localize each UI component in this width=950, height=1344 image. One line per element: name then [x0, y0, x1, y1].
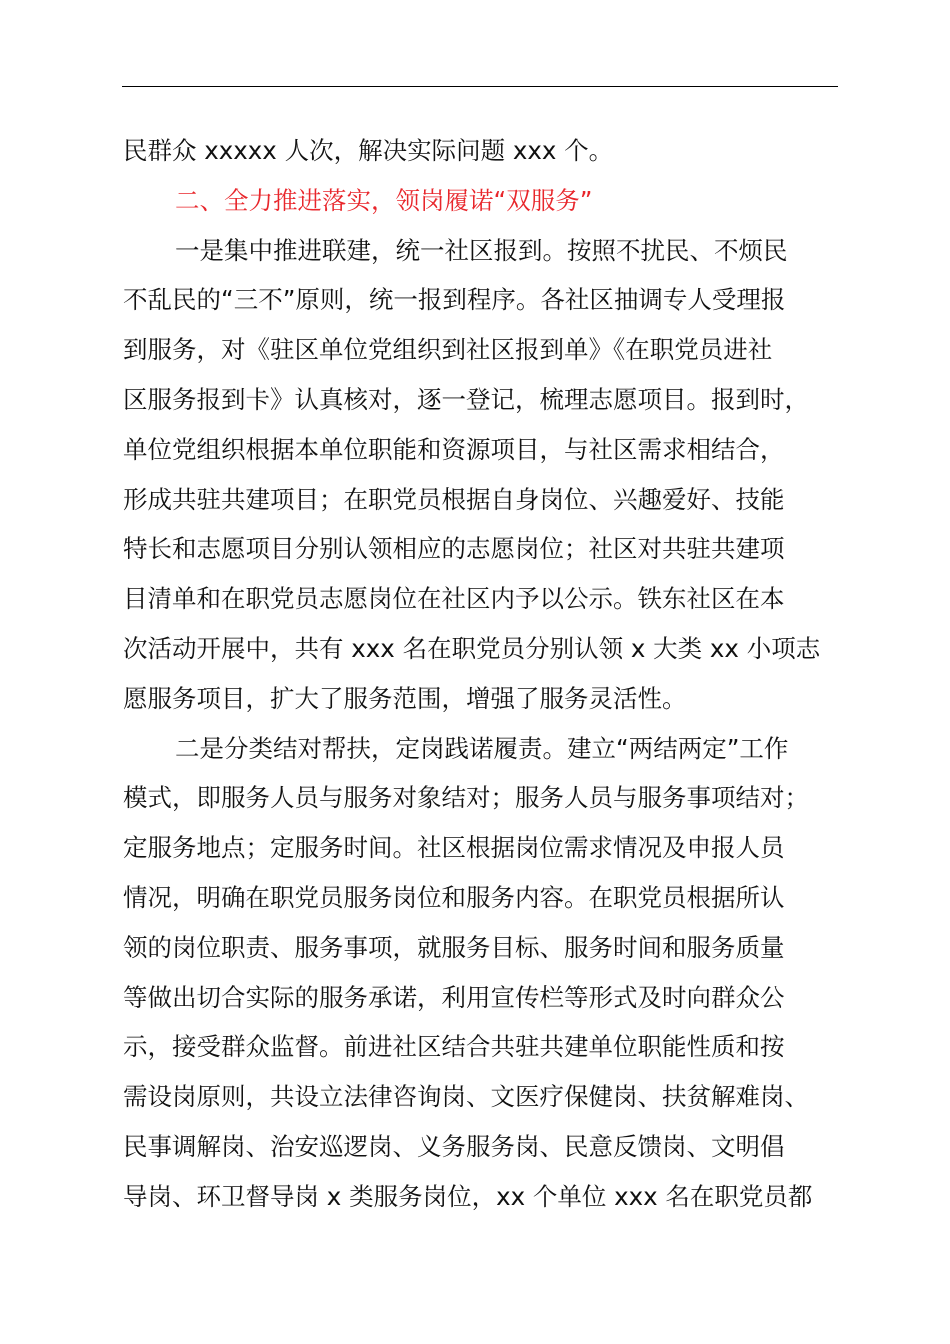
text-line: 民事调解岗、治安巡逻岗、义务服务岗、民意反馈岗、文明倡	[123, 1131, 785, 1161]
text-line: 区服务报到卡》认真核对，逐一登记，梳理志愿项目。报到时，	[123, 384, 809, 414]
paragraph-first-line: 一是集中推进联建，统一社区报到。按照不扰民、不烦民	[175, 235, 788, 265]
document-body	[123, 126, 863, 1222]
text-line: 定服务地点；定服务时间。社区根据岗位需求情况及申报人员	[123, 833, 785, 863]
text-line: 单位党组织根据本单位职能和资源项目，与社区需求相结合，	[123, 434, 785, 464]
text-line: 愿服务项目，扩大了服务范围，增强了服务灵活性。	[123, 683, 687, 713]
text-line: 到服务，对《驻区单位党组织到社区报到单》《在职党员进社	[123, 335, 773, 365]
text-line: 导岗、环卫督导岗 x 类服务岗位，xx 个单位 xxx 名在职党员都	[123, 1181, 813, 1211]
section-heading: 二、全力推进落实，领岗履诺“双服务”	[175, 185, 593, 215]
paragraph-first-line: 二是分类结对帮扶，定岗践诺履责。建立“两结两定”工作	[175, 733, 789, 763]
text-line: 领的岗位职责、服务事项，就服务目标、服务时间和服务质量	[123, 932, 785, 962]
text-line: 需设岗原则，共设立法律咨询岗、文医疗保健岗、扶贫解难岗、	[123, 1082, 809, 1112]
text-line: 特长和志愿项目分别认领相应的志愿岗位；社区对共驻共建项	[123, 534, 785, 564]
text-line: 形成共驻共建项目；在职党员根据自身岗位、兴趣爱好、技能	[123, 484, 785, 514]
text-line: 情况，明确在职党员服务岗位和服务内容。在职党员根据所认	[123, 882, 785, 912]
text-line: 次活动开展中，共有 xxx 名在职党员分别认领 x 大类 xx 小项志	[123, 633, 821, 663]
text-line: 模式，即服务人员与服务对象结对；服务人员与服务事项结对；	[123, 783, 809, 813]
text-line: 等做出切合实际的服务承诺，利用宣传栏等形式及时向群众公	[123, 982, 785, 1012]
text-line: 目清单和在职党员志愿岗位在社区内予以公示。铁东社区在本	[123, 584, 785, 614]
header-rule	[122, 86, 838, 87]
text-line: 不乱民的“三不”原则，统一报到程序。各社区抽调专人受理报	[123, 285, 786, 315]
text-line: 示，接受群众监督。前进社区结合共驻共建单位职能性质和按	[123, 1032, 785, 1062]
text-line: 民群众 xxxxx 人次，解决实际问题 xxx 个。	[123, 136, 614, 165]
